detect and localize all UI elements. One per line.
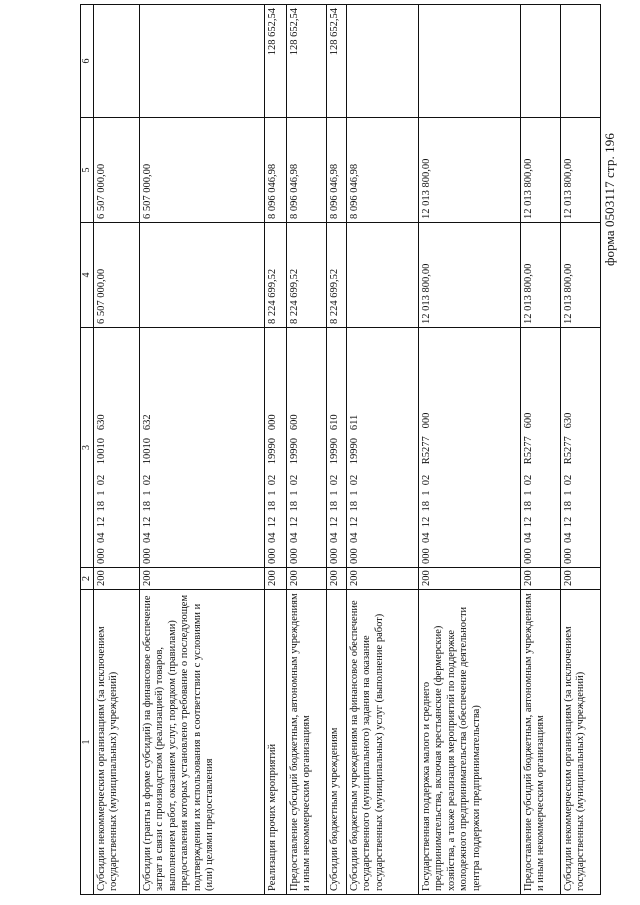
table-row bbox=[419, 5, 521, 895]
row-executed: 12 013 800,00 bbox=[419, 118, 521, 223]
row-line-code: 200 bbox=[94, 568, 140, 590]
row-executed: 6 507 000,00 bbox=[94, 118, 140, 223]
form-label: форма 0503117 стр. 196 bbox=[602, 133, 617, 266]
report-table bbox=[80, 4, 601, 895]
row-unexecuted bbox=[347, 5, 419, 118]
row-line-code: 200 bbox=[327, 568, 347, 590]
row-classification: 000 04 12 18 1 02 19990 600 bbox=[287, 328, 327, 568]
page-header bbox=[600, 8, 630, 268]
table-row bbox=[140, 5, 265, 895]
row-classification: 000 04 12 18 1 02 R5277 630 bbox=[561, 328, 601, 568]
row-line-code: 200 bbox=[265, 568, 287, 590]
row-executed: 8 096 046,98 bbox=[265, 118, 287, 223]
table-row bbox=[265, 5, 287, 895]
row-approved: 12 013 800,00 bbox=[521, 223, 561, 328]
row-name: Субсидии некоммерческим организациям (за исключением государственных (муниципальных) учреждений) bbox=[561, 590, 601, 895]
column-number: 3 bbox=[81, 328, 94, 568]
table-row bbox=[561, 5, 601, 895]
row-line-code: 200 bbox=[521, 568, 561, 590]
row-approved: 12 013 800,00 bbox=[419, 223, 521, 328]
row-classification: 000 04 12 18 1 02 10010 632 bbox=[140, 328, 265, 568]
row-approved: 12 013 800,00 bbox=[561, 223, 601, 328]
row-approved: 8 224 699,52 bbox=[287, 223, 327, 328]
row-name: Предоставление субсидий бюджетным, автономным учреждениям и иным некоммерческим организациям bbox=[287, 590, 327, 895]
row-unexecuted bbox=[521, 5, 561, 118]
column-number: 1 bbox=[81, 590, 94, 895]
row-line-code: 200 bbox=[287, 568, 327, 590]
row-executed: 8 096 046,98 bbox=[327, 118, 347, 223]
row-unexecuted bbox=[94, 5, 140, 118]
row-name: Субсидии бюджетным учреждениям bbox=[327, 590, 347, 895]
row-name: Субсидии (гранты в форме субсидий) на финансовое обеспечение затрат в связи с производством (реализацией) товаров, выполнением работ, оказанием услуг, порядком (правилами) предоставления которых установлено требование о последующем подтверждении их использования в соответствии с условиями и (или) целями предоставления bbox=[140, 590, 265, 895]
row-approved bbox=[140, 223, 265, 328]
row-name: Государственная поддержка малого и среднего предпринимательства, включая крестьянские (фермерские) хозяйства, а также реализация мероприятий по поддержке молодежного предпринимательства (обеспечение деятельности центра поддержки предпринимательства) bbox=[419, 590, 521, 895]
row-classification: 000 04 12 18 1 02 19990 000 bbox=[265, 328, 287, 568]
row-classification: 000 04 12 18 1 02 R5277 600 bbox=[521, 328, 561, 568]
row-line-code: 200 bbox=[561, 568, 601, 590]
row-executed: 12 013 800,00 bbox=[521, 118, 561, 223]
row-classification: 000 04 12 18 1 02 19990 611 bbox=[347, 328, 419, 568]
column-number: 5 bbox=[81, 118, 94, 223]
row-approved bbox=[347, 223, 419, 328]
row-classification: 000 04 12 18 1 02 10010 630 bbox=[94, 328, 140, 568]
row-executed: 6 507 000,00 bbox=[140, 118, 265, 223]
row-unexecuted bbox=[140, 5, 265, 118]
row-executed: 8 096 046,98 bbox=[347, 118, 419, 223]
row-line-code: 200 bbox=[140, 568, 265, 590]
report-table-rotated bbox=[80, 5, 600, 895]
row-unexecuted bbox=[561, 5, 601, 118]
row-name: Реализация прочих мероприятий bbox=[265, 590, 287, 895]
row-approved: 8 224 699,52 bbox=[327, 223, 347, 328]
row-line-code: 200 bbox=[419, 568, 521, 590]
row-name: Предоставление субсидий бюджетным, автономным учреждениям и иным некоммерческим организациям bbox=[521, 590, 561, 895]
column-number: 2 bbox=[81, 568, 94, 590]
row-executed: 8 096 046,98 bbox=[287, 118, 327, 223]
row-line-code: 200 bbox=[347, 568, 419, 590]
column-number: 6 bbox=[81, 5, 94, 118]
row-executed: 12 013 800,00 bbox=[561, 118, 601, 223]
table-row bbox=[327, 5, 347, 895]
column-number-row bbox=[81, 5, 94, 895]
table-row bbox=[521, 5, 561, 895]
row-unexecuted: 128 652,54 bbox=[265, 5, 287, 118]
row-approved: 8 224 699,52 bbox=[265, 223, 287, 328]
table-row bbox=[287, 5, 327, 895]
row-approved: 6 507 000,00 bbox=[94, 223, 140, 328]
row-classification: 000 04 12 18 1 02 19990 610 bbox=[327, 328, 347, 568]
table-row bbox=[94, 5, 140, 895]
row-classification: 000 04 12 18 1 02 R5277 000 bbox=[419, 328, 521, 568]
row-unexecuted: 128 652,54 bbox=[287, 5, 327, 118]
row-name: Субсидии некоммерческим организациям (за исключением государственных (муниципальных) учреждений) bbox=[94, 590, 140, 895]
column-number: 4 bbox=[81, 223, 94, 328]
row-unexecuted: 128 652,54 bbox=[327, 5, 347, 118]
row-unexecuted bbox=[419, 5, 521, 118]
table-row bbox=[347, 5, 419, 895]
row-name: Субсидии бюджетным учреждениям на финансовое обеспечение государственного (муниципального) задания на оказание государственных (муниципальных) услуг (выполнение работ) bbox=[347, 590, 419, 895]
